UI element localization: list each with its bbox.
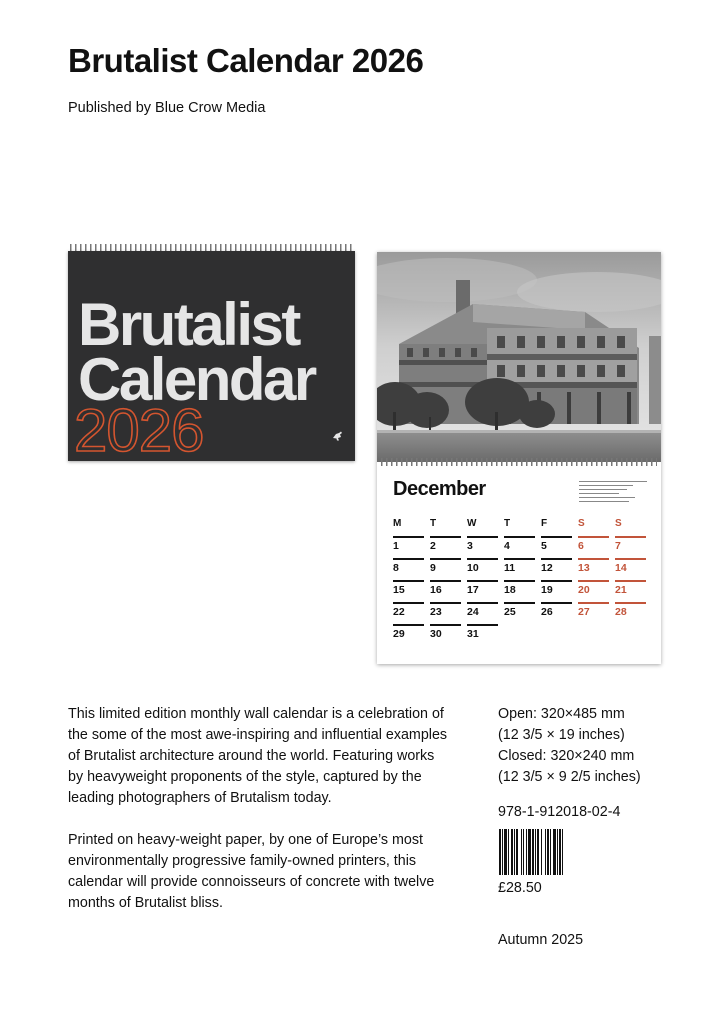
specifications — [498, 704, 688, 788]
day-cell-weekend: 27 — [578, 602, 609, 618]
cover-calendar — [68, 251, 355, 461]
description — [68, 704, 448, 935]
day-cell-weekend: 6 — [578, 536, 609, 552]
month-spiral-binding — [381, 458, 657, 466]
day-cell: 3 — [467, 536, 498, 552]
weekday-label: F — [541, 518, 548, 529]
day-cell: 30 — [430, 624, 461, 640]
page-title: Brutalist Calendar 2026 — [68, 42, 424, 79]
isbn: 978-1-912018-02-4 — [498, 804, 621, 820]
day-cell: 22 — [393, 602, 424, 618]
cover-title-line2: Calendar — [78, 346, 315, 413]
closed-size: Closed: 320×240 mm — [498, 748, 635, 764]
day-cell: 5 — [541, 536, 572, 552]
day-cell: 10 — [467, 558, 498, 574]
publisher-line: Published by Blue Crow Media — [68, 100, 266, 116]
open-size-inches: (12 3/5 × 19 inches) — [498, 727, 625, 743]
day-cell-weekend: 21 — [615, 580, 646, 596]
day-cell: 19 — [541, 580, 572, 596]
month-calendar-page — [377, 252, 661, 664]
brutalist-building-photo — [377, 252, 661, 462]
day-cell-weekend: 14 — [615, 558, 646, 574]
weekday-label: T — [430, 518, 437, 529]
building-illustration — [377, 252, 661, 462]
day-cell: 9 — [430, 558, 461, 574]
description-paragraph-1: This limited edition monthly wall calendar is a celebration of the some of the most awe-inspiring and influential examples of Brutalist architecture around the world. Featuring works by heavyweight proponents of the style, captured by the leading photographers of Brutalism today. — [68, 706, 448, 806]
day-cell-weekend: 13 — [578, 558, 609, 574]
day-cell-weekend: 20 — [578, 580, 609, 596]
open-size: Open: 320×485 mm — [498, 706, 625, 722]
month-name: December — [393, 478, 486, 500]
day-cell: 17 — [467, 580, 498, 596]
day-cell: 26 — [541, 602, 572, 618]
weekday-label: M — [393, 518, 402, 529]
day-cell: 23 — [430, 602, 461, 618]
weekday-label: T — [504, 518, 511, 529]
day-cell: 31 — [467, 624, 498, 640]
description-paragraph-2: Printed on heavy-weight paper, by one of Europe’s most environmentally progressive family-owned printers, this calendar will provide connoisseurs of concrete with twelve months of Brutalist bliss. — [68, 832, 435, 911]
closed-size-inches: (12 3/5 × 9 2/5 inches) — [498, 769, 641, 785]
weekday-label-weekend: S — [578, 518, 585, 529]
day-cell: 1 — [393, 536, 424, 552]
day-cell: 8 — [393, 558, 424, 574]
day-cell: 4 — [504, 536, 535, 552]
day-cell: 24 — [467, 602, 498, 618]
price: £28.50 — [498, 880, 542, 896]
day-cell: 16 — [430, 580, 461, 596]
day-cell-weekend: 28 — [615, 602, 646, 618]
release-date: Autumn 2025 — [498, 932, 584, 948]
day-cell: 15 — [393, 580, 424, 596]
day-cell: 18 — [504, 580, 535, 596]
weekday-label-weekend: S — [615, 518, 622, 529]
barcode-icon — [499, 829, 622, 875]
weekday-label: W — [467, 518, 477, 529]
crow-icon — [332, 431, 344, 441]
day-cell: 25 — [504, 602, 535, 618]
day-cell: 29 — [393, 624, 424, 640]
cover-year: 2026 — [74, 397, 204, 461]
day-cell: 12 — [541, 558, 572, 574]
day-cell: 2 — [430, 536, 461, 552]
day-cell: 11 — [504, 558, 535, 574]
photo-caption — [579, 481, 647, 505]
cover-title-line1: Brutalist — [78, 291, 299, 358]
day-cell-weekend: 7 — [615, 536, 646, 552]
